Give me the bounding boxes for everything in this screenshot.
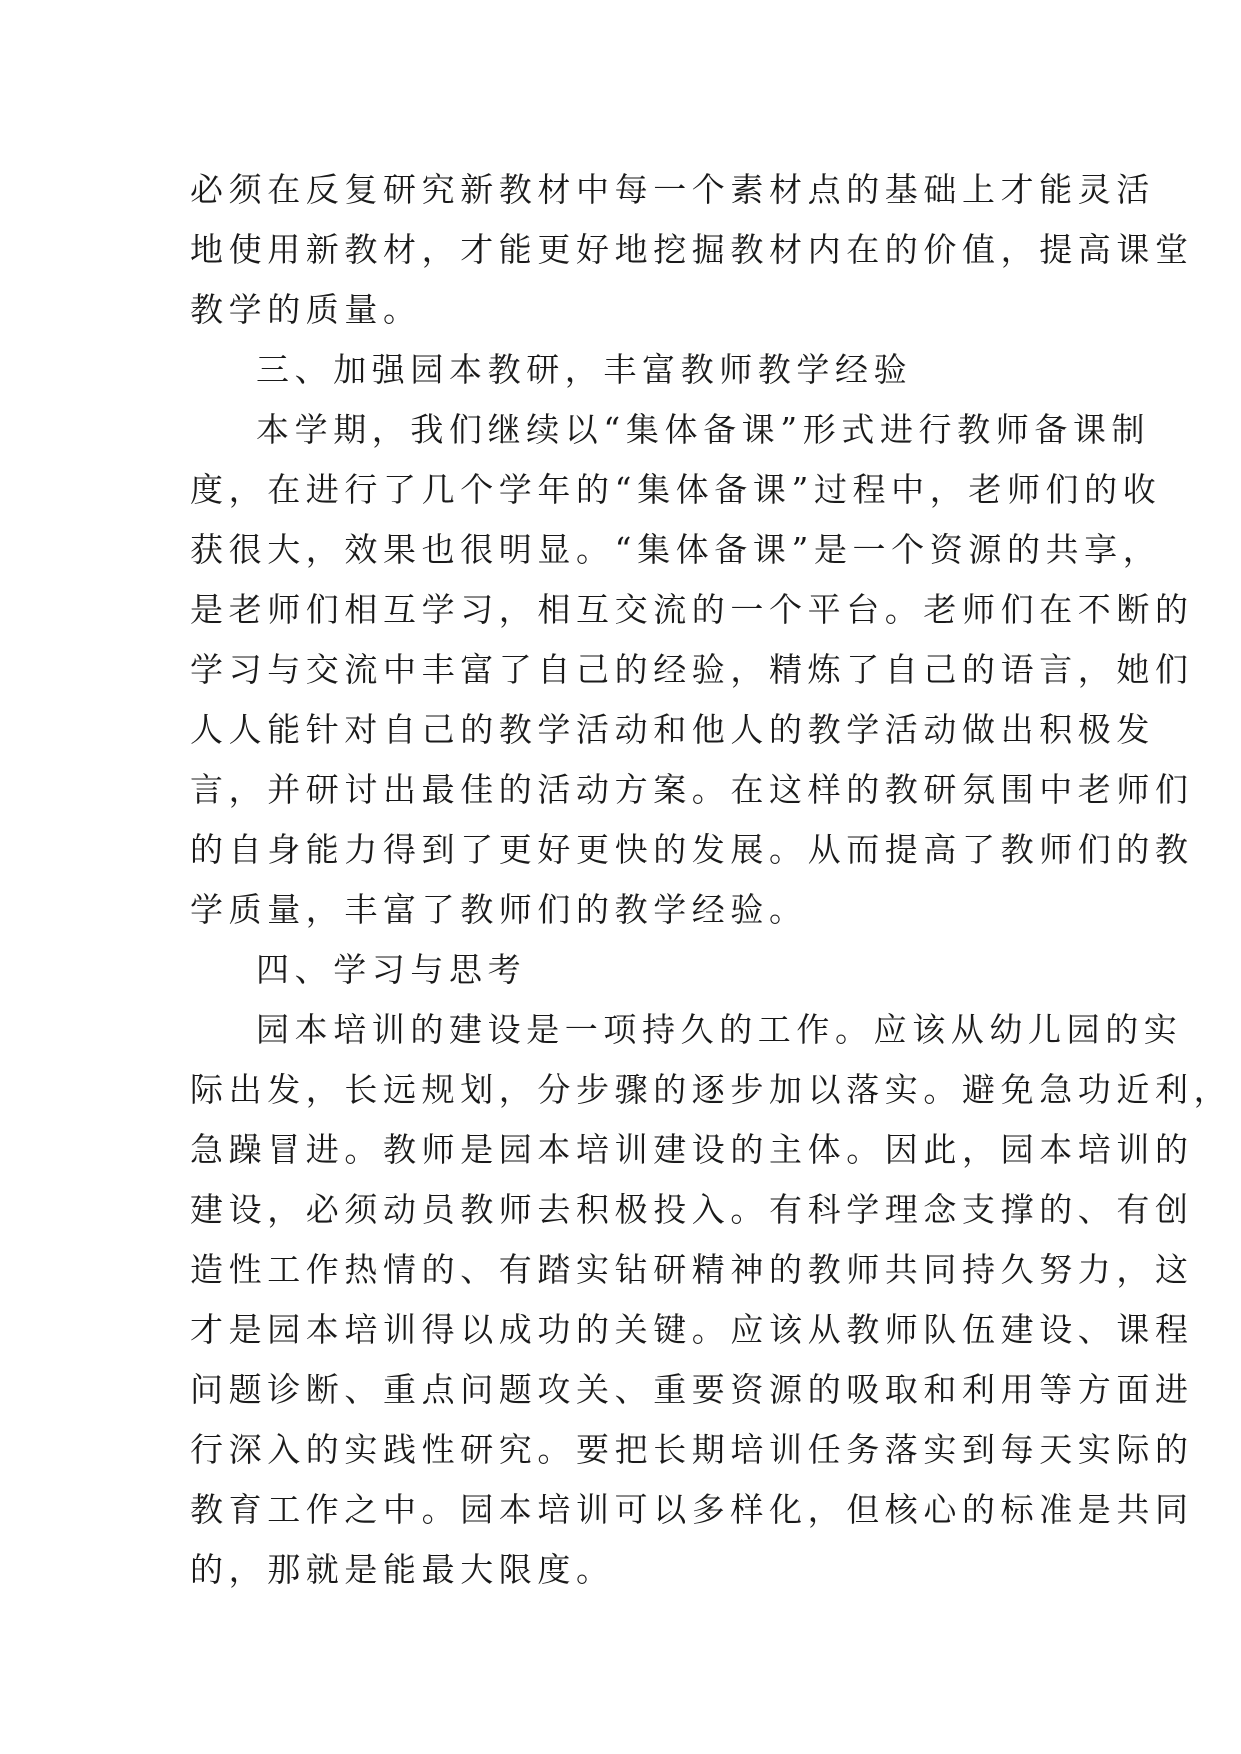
text-line: 言，并研讨出最佳的活动方案。在这样的教研氛围中老师们	[190, 770, 1194, 809]
text-line: 急躁冒进。教师是园本培训建设的主体。因此，园本培训的	[190, 1130, 1194, 1169]
paragraph-collective-lesson-prep	[190, 400, 1194, 940]
section-heading-four	[190, 940, 1060, 1000]
heading-line: 三、加强园本教研，丰富教师教学经验	[256, 350, 913, 389]
text-line: 问题诊断、重点问题攻关、重要资源的吸取和利用等方面进	[190, 1370, 1194, 1409]
heading-line: 四、学习与思考	[256, 950, 527, 989]
text-line: 的自身能力得到了更好更快的发展。从而提高了教师们的教	[190, 830, 1194, 869]
text-line: 必须在反复研究新教材中每一个素材点的基础上才能灵活	[190, 170, 1155, 209]
text-line: 才是园本培训得以成功的关键。应该从教师队伍建设、课程	[190, 1310, 1194, 1349]
paragraph-continuation	[190, 160, 1194, 340]
paragraph-training-reflection	[190, 1000, 1233, 1600]
text-line: 教育工作之中。园本培训可以多样化，但核心的标准是共同	[190, 1490, 1194, 1529]
section-heading-three	[190, 340, 1060, 400]
text-line: 教学的质量。	[190, 290, 422, 329]
text-line: 人人能针对自己的教学活动和他人的教学活动做出积极发	[190, 710, 1155, 749]
text-line: 造性工作热情的、有踏实钻研精神的教师共同持久努力，这	[190, 1250, 1194, 1289]
text-line: 度，在进行了几个学年的“集体备课”过程中，老师们的收	[190, 470, 1162, 509]
text-line: 是老师们相互学习，相互交流的一个平台。老师们在不断的	[190, 590, 1194, 629]
text-line: 的，那就是能最大限度。	[190, 1550, 615, 1589]
document-body	[190, 160, 1233, 1600]
text-line: 学质量，丰富了教师们的教学经验。	[190, 890, 808, 929]
text-line: 园本培训的建设是一项持久的工作。应该从幼儿园的实	[256, 1010, 1183, 1049]
text-line: 际出发，长远规划，分步骤的逐步加以落实。避免急功近利，	[190, 1070, 1233, 1109]
text-line: 建设，必须动员教师去积极投入。有科学理念支撑的、有创	[190, 1190, 1194, 1229]
text-line: 地使用新教材，才能更好地挖掘教材内在的价值，提高课堂	[190, 230, 1194, 269]
text-line: 获很大，效果也很明显。“集体备课”是一个资源的共享，	[190, 530, 1162, 569]
text-line: 行深入的实践性研究。要把长期培训任务落实到每天实际的	[190, 1430, 1194, 1469]
text-line: 本学期，我们继续以“集体备课”形式进行教师备课制	[256, 410, 1151, 449]
text-line: 学习与交流中丰富了自己的经验，精炼了自己的语言，她们	[190, 650, 1194, 689]
